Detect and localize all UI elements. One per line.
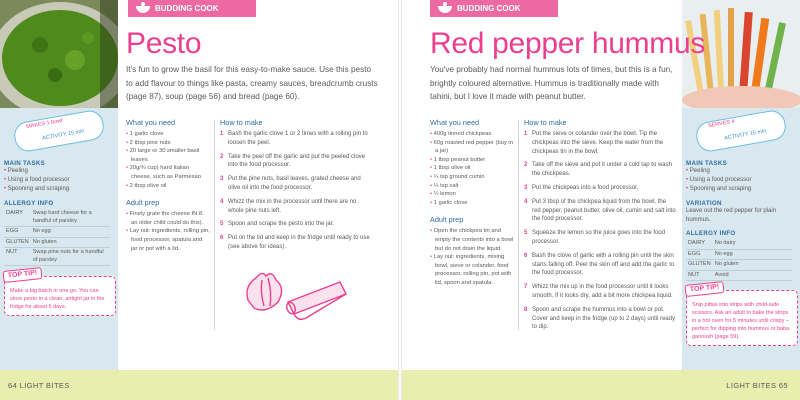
- list-item: • Peeling: [686, 167, 798, 176]
- list-item: • 1 tbsp olive oil: [430, 164, 514, 173]
- list-item: • ¼ tsp salt: [430, 182, 514, 191]
- serves-label: SERVES 4: [707, 118, 736, 130]
- allergy-key: EGG: [686, 249, 713, 260]
- step-number: 6: [220, 235, 224, 242]
- step-text: Squeeze the lemon so the juice goes into the food processor.: [532, 230, 666, 245]
- right-page: [400, 0, 800, 400]
- right-footer: LIGHT BITES 65: [726, 381, 788, 390]
- recipe-title: Pesto: [126, 27, 202, 60]
- step-item: [524, 283, 676, 301]
- list-item: • 1 garlic clove: [430, 199, 514, 208]
- budding-cook-tag: [128, 0, 256, 17]
- table-row: [4, 209, 110, 227]
- allergy-value: No gluten: [31, 237, 110, 248]
- allergy-key: GLUTEN: [4, 237, 31, 248]
- step-item: [524, 184, 676, 193]
- steps-list: [220, 130, 370, 252]
- what-you-need-heading: What you need: [126, 118, 176, 127]
- list-item: • 2 tbsp olive oil: [126, 182, 210, 191]
- table-row: [4, 237, 110, 248]
- right-sidebar-info: [686, 112, 798, 346]
- left-sidebar: [0, 0, 118, 400]
- list-item: • 20g/¾ cup) hard Italian cheese, such as Parmesan: [126, 164, 210, 181]
- table-row: [686, 239, 792, 249]
- step-text: Bash the clove of garlic with a rolling pin until the skin starts falling off. Peel the skin off and add the garlic to the food processor.: [532, 252, 675, 277]
- main-tasks-list: [4, 167, 116, 194]
- step-number: 6: [524, 252, 528, 259]
- list-item: • 20 large or 30 smaller basil leaves: [126, 147, 210, 164]
- top-tip-text: Snip pittas into strips with child-safe scissors. Ask an adult to bake the strips in a hot oven for 5 minutes until crispy – perfect for dipping into hummus or baba ganoush (page 59).: [692, 302, 790, 340]
- adult-prep-heading: Adult prep: [430, 215, 464, 225]
- what-you-need-heading: What you need: [430, 118, 480, 127]
- allergy-heading: ALLERGY INFO: [4, 200, 54, 207]
- ingredients-list: [430, 130, 514, 207]
- top-tip-badge: TOP TIP!: [684, 281, 724, 297]
- table-row: [4, 248, 110, 266]
- step-item: [220, 153, 370, 171]
- column-divider: [518, 120, 519, 330]
- step-text: Bash the garlic clove 1 or 2 times with a rolling pin to loosen the peel.: [228, 131, 368, 146]
- list-item: • Peeling: [4, 167, 116, 176]
- main-tasks-heading: MAIN TASKS: [686, 160, 728, 167]
- allergy-value: Swap hard cheese for a handful of parsley: [31, 209, 110, 227]
- top-tip-text: Make a big batch in one go. You can store pesto in a clean, airtight jar in the fridge for about 5 days.: [10, 288, 105, 310]
- step-text: Take off the sieve and put it under a cold tap to wash the chickpeas.: [532, 162, 672, 178]
- activity-label: ACTIVITY 15 min: [41, 128, 85, 142]
- step-item: [220, 130, 370, 148]
- list-item: • Spooning and scraping: [4, 185, 116, 194]
- adult-prep-heading: Adult prep: [126, 198, 160, 208]
- allergy-value: Avoid: [713, 270, 792, 281]
- step-number: 5: [220, 221, 224, 228]
- tag-label: BUDDING COOK: [457, 4, 521, 13]
- table-row: [686, 249, 792, 260]
- allergy-value: No egg: [31, 227, 110, 238]
- book-gutter: [398, 0, 402, 400]
- step-item: [524, 161, 676, 179]
- allergy-value: No egg: [713, 249, 792, 260]
- top-tip-badge: TOP TIP!: [2, 267, 42, 283]
- ingredients-list: [126, 130, 210, 190]
- step-text: Put the sieve or colander over the bowl. Tip the chickpeas into the sieve. Keep the water from the chickpeas tin in the bowl.: [532, 131, 664, 155]
- step-text: Whizz the mix in the processor until there are no whole pine nuts left.: [228, 198, 357, 214]
- adult-prep-list: [430, 227, 514, 287]
- allergy-key: NUT: [4, 248, 31, 266]
- makes-label: MAKES 1 bowl: [25, 117, 63, 131]
- step-item: [524, 252, 676, 278]
- variation-heading: VARIATION: [686, 200, 722, 207]
- column-divider: [214, 120, 215, 330]
- list-item: • Finely grate the cheese IN 8. an older child could do this).: [126, 210, 210, 227]
- list-item: • Using a food processor: [686, 176, 798, 185]
- step-number: 3: [524, 184, 528, 191]
- how-to-make-heading: How to make: [220, 118, 263, 127]
- table-row: [4, 227, 110, 238]
- step-item: [524, 306, 676, 332]
- left-footer: 64 LIGHT BITES: [8, 381, 70, 390]
- makes-ribbon: [4, 112, 116, 154]
- recipe-intro: It's fun to grow the basil for this easy-to-make sauce. Use this pesto to add flavour to things like pasta, creamy sauces, breadcrumb crusts (page 87), soup (page 56) and bread (page 60).: [126, 65, 378, 101]
- recipe-intro: You've probably had normal hummus lots of times, but this is a fun, brightly coloured alternative. Hummus is traditionally made with tahini, but I love it made with peanut butter.: [430, 65, 673, 101]
- allergy-value: Swap pine nuts for a handful of parsley: [31, 248, 110, 266]
- list-item: • Using a food processor: [4, 176, 116, 185]
- table-row: [686, 270, 792, 281]
- allergy-value: No gluten: [713, 260, 792, 271]
- step-item: [524, 130, 676, 156]
- allergy-key: EGG: [4, 227, 31, 238]
- top-tip-box: [686, 283, 798, 346]
- main-tasks-heading: MAIN TASKS: [4, 160, 46, 167]
- step-number: 8: [524, 306, 528, 313]
- list-item: • ¼ tsp ground cumin: [430, 173, 514, 182]
- steps-list: [524, 130, 676, 332]
- ribbon-shape: [12, 108, 106, 153]
- step-item: [220, 198, 370, 216]
- allergy-key: DAIRY: [4, 209, 31, 227]
- step-number: 4: [524, 198, 528, 205]
- left-sidebar-info: [4, 112, 116, 316]
- step-text: Spoon and scrape the hummus into a bowl or pot. Cover and keep in the fridge (up to 2 days) until ready to dip.: [532, 306, 676, 331]
- garlic-pin-illustration: [240, 262, 352, 326]
- step-item: [220, 175, 370, 193]
- step-number: 2: [524, 162, 528, 169]
- main-tasks-list: [686, 167, 798, 194]
- allergy-key: GLUTEN: [686, 260, 713, 271]
- activity-label: ACTIVITY 15 min: [723, 128, 767, 142]
- allergy-key: NUT: [686, 270, 713, 281]
- allergy-key: DAIRY: [686, 239, 713, 249]
- list-item: • Lay out: ingredients, mixing bowl, sieve or colander, food processor, rolling pin, pot with lid, spoon and spatula.: [430, 253, 514, 287]
- how-to-make-heading: How to make: [524, 118, 567, 127]
- bowl-icon: [438, 5, 452, 13]
- step-text: Take the peel off the garlic and put the peeled clove into the food processor.: [228, 153, 365, 169]
- list-item: • Spooning and scraping: [686, 185, 798, 194]
- variation-text: Leave out the red pepper for plain hummus.: [686, 208, 777, 223]
- step-number: 1: [220, 131, 224, 137]
- step-item: [524, 229, 676, 247]
- bowl-icon: [136, 5, 150, 13]
- tag-label: BUDDING COOK: [155, 4, 219, 13]
- ingredients-column: [126, 118, 210, 253]
- ribbon-shape: [694, 108, 788, 153]
- step-text: Spoon and scrape the pesto into the jar.: [228, 221, 335, 228]
- step-text: Put the chickpeas into a food processor.: [532, 184, 639, 191]
- step-text: Put the pine nuts, basil leaves, grated cheese and olive oil into the food processor.: [228, 176, 361, 191]
- ingredients-column: [430, 118, 514, 288]
- serves-ribbon: [686, 112, 798, 154]
- list-item: • 400g tinned chickpeas: [430, 130, 514, 139]
- method-column: [524, 118, 676, 337]
- adult-prep-list: [126, 210, 210, 253]
- step-text: Put 3 tbsp of the chickpea liquid from the bowl, the red pepper, peanut butter, olive oil, cumin and salt into the food processor.: [532, 198, 676, 223]
- list-item: • 1 tbsp peanut butter: [430, 156, 514, 165]
- list-item: • 1 garlic clove: [126, 130, 210, 139]
- step-number: 1: [524, 131, 528, 137]
- list-item: • 2 tbsp pine nuts: [126, 139, 210, 148]
- step-number: 3: [220, 176, 224, 183]
- step-text: Whizz the mix up in the food processor until it looks smooth. If it looks dry, add a bit more chickpea liquid.: [532, 284, 673, 299]
- table-row: [686, 260, 792, 271]
- method-column: [220, 118, 370, 257]
- allergy-value: No dairy: [713, 239, 792, 249]
- budding-cook-tag: [430, 0, 558, 17]
- list-item: • 60g roasted red pepper (buy in a jar): [430, 139, 514, 156]
- list-item: • ¼ lemon: [430, 190, 514, 199]
- step-number: 5: [524, 230, 528, 237]
- step-item: [524, 198, 676, 224]
- top-tip-box: [4, 269, 116, 316]
- recipe-title: Red pepper hummus: [430, 27, 706, 60]
- step-number: 4: [220, 198, 224, 205]
- list-item: • Open the chickpea tin and empty the contents into a bowl but do not drain the liquid.: [430, 227, 514, 253]
- list-item: • Lay out: ingredients, rolling pin, food processor, spatula and jar or pot with a lid.: [126, 227, 210, 253]
- allergy-table: [4, 209, 110, 266]
- pesto-photo: [0, 0, 118, 108]
- step-item: [220, 220, 370, 229]
- step-text: Put on the lid and keep in the fridge until ready to use (see above for ideas).: [228, 235, 370, 250]
- step-number: 7: [524, 284, 528, 291]
- allergy-table: [686, 239, 792, 281]
- allergy-heading: ALLERGY INFO: [686, 230, 736, 237]
- step-number: 2: [220, 153, 224, 160]
- step-item: [220, 234, 370, 252]
